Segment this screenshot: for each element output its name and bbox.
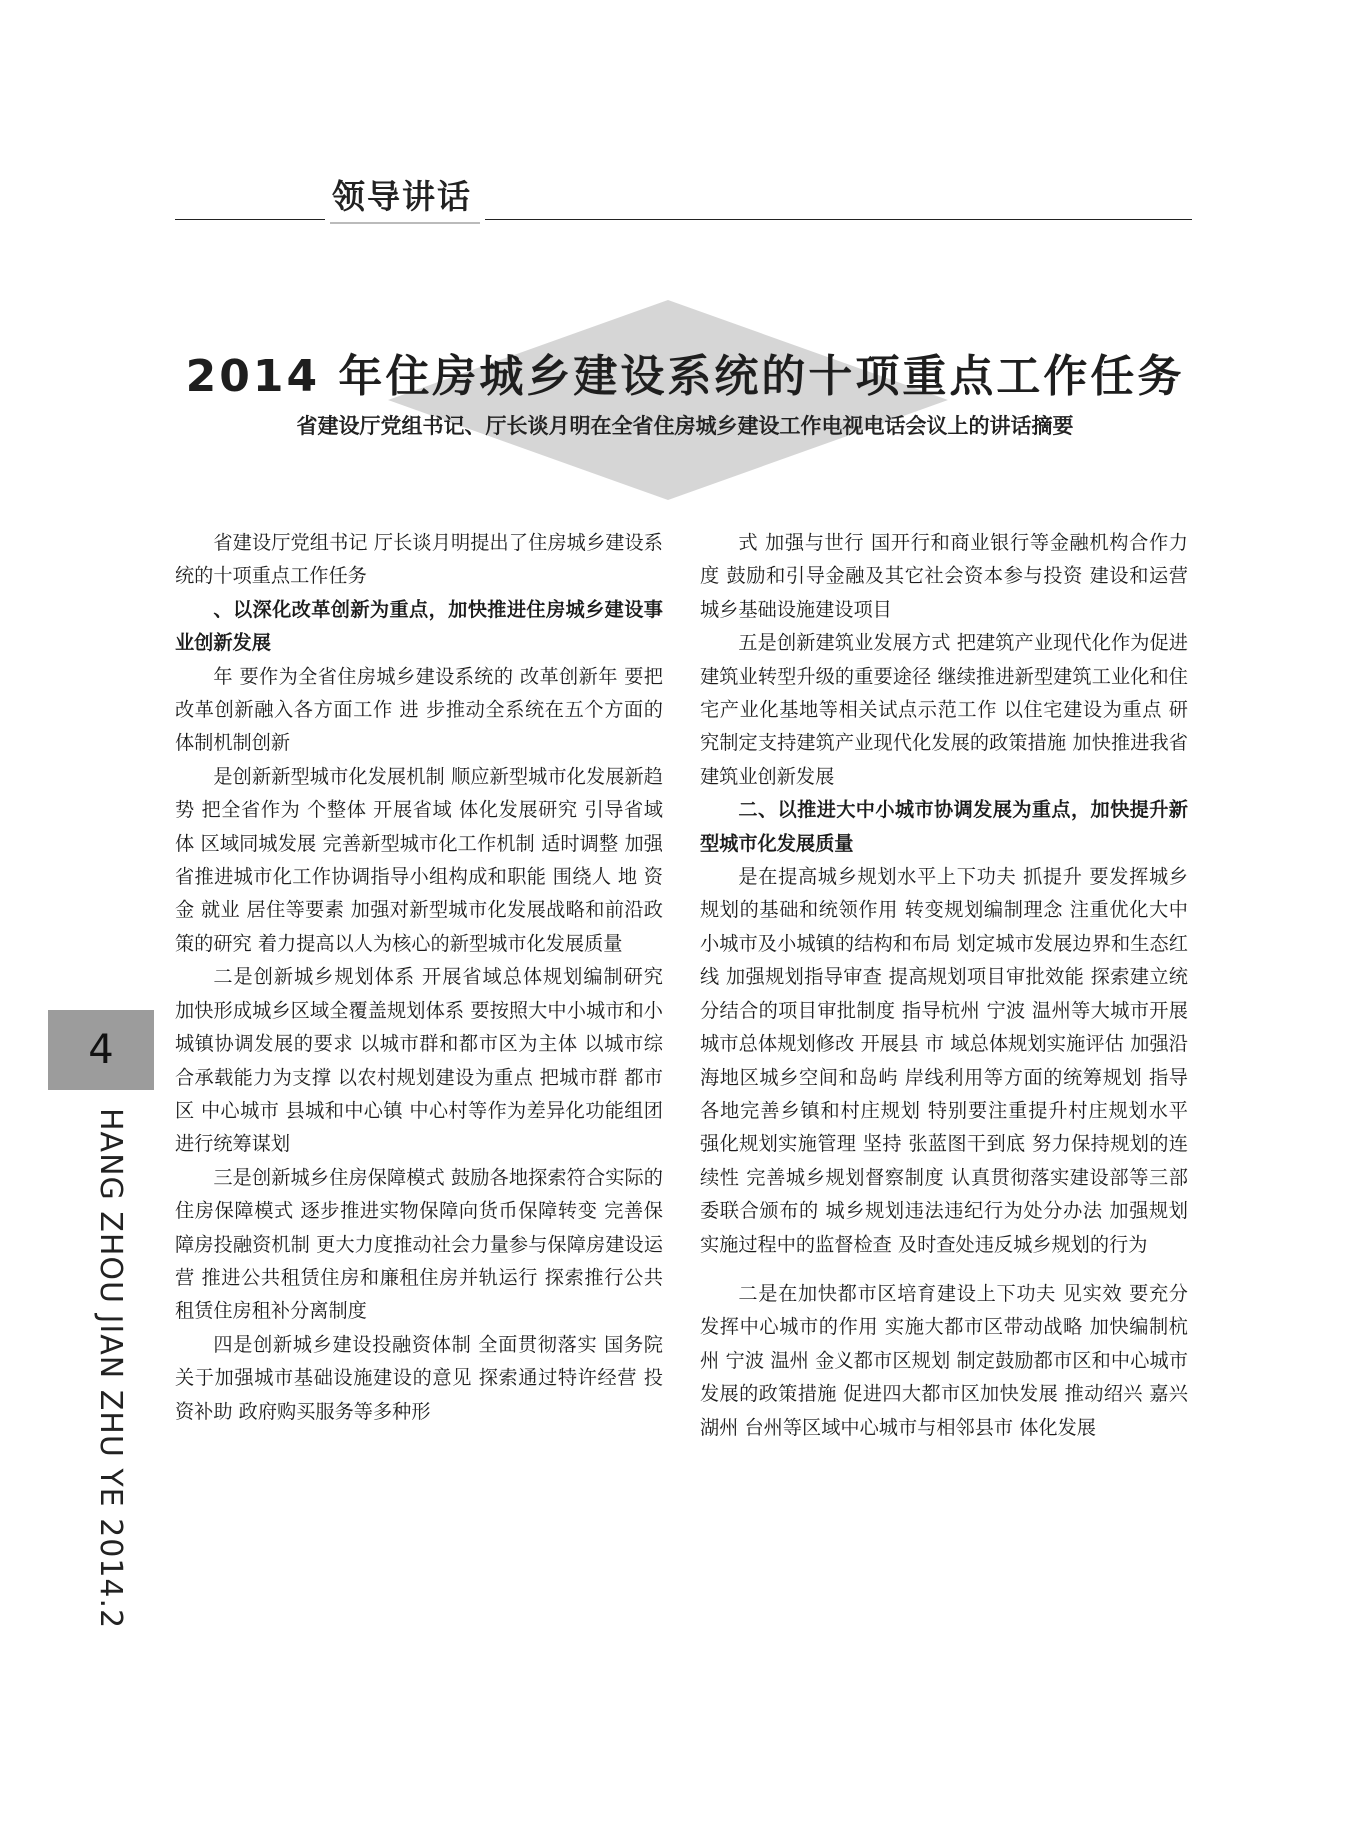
paragraph: 四是创新城乡建设投融资体制 全面贯彻落实 国务院关于加强城市基础设施建设的意见 探索通过特许经营 投资补助 政府购买服务等多种形 bbox=[175, 1332, 663, 1423]
section-title: 领导讲话 bbox=[332, 177, 472, 216]
heading-two: 二、以推进大中小城市协调发展为重点，加快提升新型城市化发展质量 bbox=[700, 798, 1188, 855]
paragraph: 二是创新城乡规划体系 开展省域总体规划编制研究 加快形成城乡区域全覆盖规划体系 要按照大中小城市和小城镇协调发展的要求 以城市群和都市区为主体 以城市综合承载能力为支撑 以农村规划建设为重点 把城市群 都市区 中心城市 县城和中心镇 中心村等作为差异化功能组团 进行统筹谋划 bbox=[175, 965, 663, 1156]
left-column bbox=[175, 526, 663, 1428]
journal-name-vertical: HANG ZHOU JIAN ZHU YE 2014.2 bbox=[93, 1108, 128, 1630]
article-subtitle: 省建设厅党组书记、厅长谈月明在全省住房城乡建设工作电视电话会议上的讲话摘要 bbox=[296, 414, 1074, 438]
right-column bbox=[700, 526, 1188, 1444]
paragraph-intro: 省建设厅党组书记 厅长谈月明提出了住房城乡建设系统的十项重点工作任务 bbox=[175, 531, 663, 588]
heading-one: 、以深化改革创新为重点，加快推进住房城乡建设事业创新发展 bbox=[175, 597, 663, 655]
paragraph: 式 加强与世行 国开行和商业银行等金融机构合作力度 鼓励和引导金融及其它社会资本参与投资 建设和运营城乡基础设施建设项目 bbox=[700, 531, 1188, 621]
paragraph: 年 要作为全省住房城乡建设系统的 改革创新年 要把改革创新融入各方面工作 进 步推动全系统在五个方面的体制机制创新 bbox=[175, 664, 663, 755]
paragraph: 是创新新型城市化发展机制 顺应新型城市化发展新趋势 把全省作为 个整体 开展省域 体化发展研究 引导省域 体 区域同城发展 完善新型城市化工作机制 适时调整 加强省推进城市化工作协调指导小组构成和职能 围绕人 地 资金 就业 居住等要素 加强对新型城市化发展战略和前沿政策的研究 着力提高以人为核心的新型城市化发展质量 bbox=[175, 764, 663, 955]
paragraph: 三是创新城乡住房保障模式 鼓励各地探索符合实际的住房保障模式 逐步推进实物保障向货币保障转变 完善保障房投融资机制 更大力度推动社会力量参与保障房建设运营 推进公共租赁住房和廉租住房并轨运行 探索推行公共租赁住房租补分离制度 bbox=[175, 1165, 663, 1323]
section-rule-left bbox=[175, 219, 325, 220]
paragraph: 二是在加快都市区培育建设上下功夫 见实效 要充分发挥中心城市的作用 实施大都市区带动战略 加快编制杭州 宁波 温州 金义都市区规划 制定鼓励都市区和中心城市发展的政策措施 促进四大都市区加快发展 推动绍兴 嘉兴 湖州 台州等区域中心城市与相邻县市 体化发展 bbox=[700, 1281, 1188, 1439]
paragraph: 五是创新建筑业发展方式 把建筑产业现代化作为促进建筑业转型升级的重要途径 继续推进新型建筑工业化和住宅产业化基地等相关试点示范工作 以住宅建设为重点 研究制定支持建筑产业现代化发展的政策措施 加快推进我省建筑业创新发展 bbox=[700, 631, 1188, 788]
page-number: 4 bbox=[48, 1010, 154, 1090]
paragraph: 是在提高城乡规划水平上下功夫 抓提升 要发挥城乡规划的基础和统领作用 转变规划编制理念 注重优化大中小城市及小城镇的结构和布局 划定城市发展边界和生态红线 加强规划指导审查 提高规划项目审批效能 探索建立统分结合的项目审批制度 指导杭州 宁波 温州等大城市开展城市总体规划修改 开展县 市 域总体规划实施评估 加强沿海地区城乡空间和岛屿 岸线利用等方面的统筹规划 指导各地完善乡镇和村庄规划 特别要注重提升村庄规划水平 强化规划实施管理 坚持 张蓝图干到底 努力保持规划的连续性 完善城乡规划督察制度 认真贯彻落实建设部等三部委联合颁布的 城乡规划违法违纪行为处分办法 加强规划实施过程中的监督检查 及时查处违反城乡规划的行为 bbox=[700, 865, 1188, 1256]
article-title: 2014 年住房城乡建设系统的十项重点工作任务 bbox=[185, 351, 1185, 402]
section-rule-right bbox=[485, 219, 1192, 220]
section-title-underline bbox=[330, 222, 480, 224]
